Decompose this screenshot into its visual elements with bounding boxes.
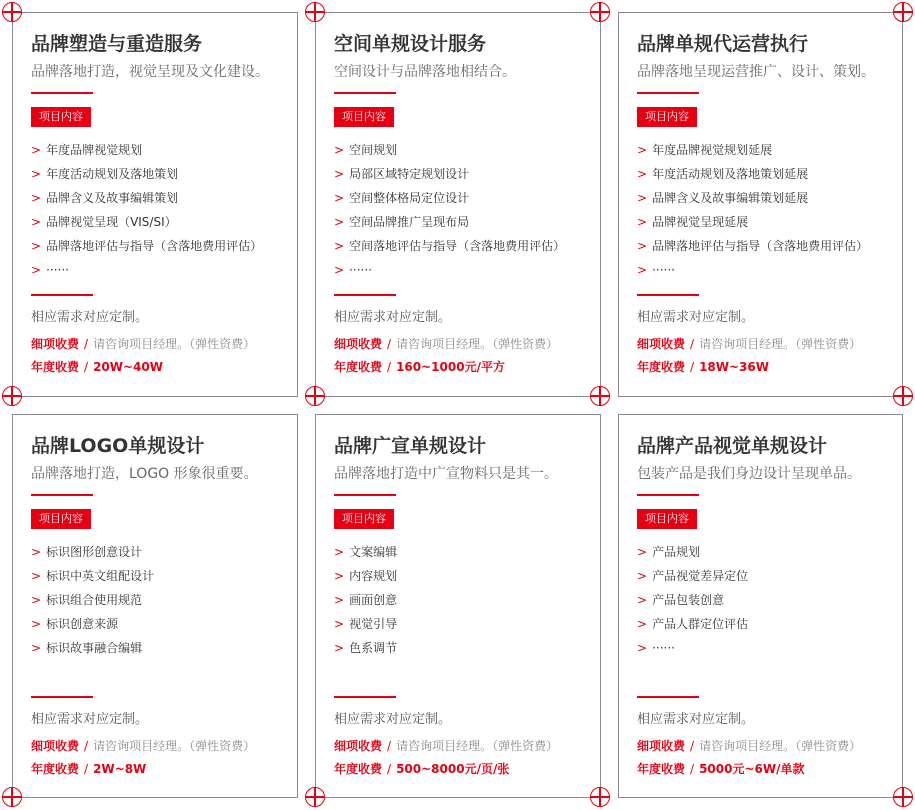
project-item <box>334 258 590 282</box>
project-item-label: 空间落地评估与指导（含落地费用评估） <box>349 239 566 253</box>
project-item-list <box>334 138 590 278</box>
red-divider <box>334 494 396 496</box>
project-item-label: 年度品牌视觉规划 <box>46 143 143 157</box>
red-divider <box>637 494 699 496</box>
detail-fee-label: 细项收费 <box>31 337 80 351</box>
service-card <box>315 414 601 798</box>
custom-note: 相应需求对应定制。 <box>637 712 755 727</box>
project-item-label: 品牌落地评估与指导（含落地费用评估） <box>46 239 263 253</box>
card-title: 品牌广宣单规设计 <box>334 435 487 457</box>
project-item <box>31 636 287 660</box>
corner-crosshair-icon <box>590 386 610 406</box>
detail-fee-label: 细项收费 <box>637 739 686 753</box>
project-item <box>637 258 892 282</box>
project-item-label: ······ <box>46 263 69 277</box>
annual-fee-label: 年度收费 <box>334 762 383 776</box>
chevron-right-icon: > <box>637 593 648 607</box>
red-divider <box>31 92 93 94</box>
detail-fee-value: 请咨询项目经理。（弹性资费） <box>699 337 862 351</box>
annual-fee-label: 年度收费 <box>334 360 383 374</box>
project-item <box>637 612 892 636</box>
service-card <box>12 12 298 397</box>
project-item-label: 品牌含义及故事编辑策划延展 <box>652 191 809 205</box>
slash-separator: / <box>690 337 695 351</box>
project-content-tag: 项目内容 <box>31 107 91 127</box>
project-item <box>31 258 287 282</box>
project-item-label: ······ <box>652 263 675 277</box>
project-item <box>334 588 590 612</box>
service-card <box>315 12 601 397</box>
chevron-right-icon: > <box>637 545 648 559</box>
project-item <box>637 162 892 186</box>
chevron-right-icon: > <box>31 215 42 229</box>
project-item-list <box>31 540 287 680</box>
corner-crosshair-icon <box>590 787 610 807</box>
card-subtitle: 品牌落地打造，视觉呈现及文化建设。 <box>31 64 269 80</box>
card-subtitle: 品牌落地打造，LOGO 形象很重要。 <box>31 466 258 482</box>
chevron-right-icon: > <box>334 143 345 157</box>
chevron-right-icon: > <box>334 215 345 229</box>
slash-separator: / <box>387 360 392 374</box>
chevron-right-icon: > <box>334 545 345 559</box>
project-item-label: 年度活动规划及落地策划延展 <box>652 167 809 181</box>
project-item <box>31 138 287 162</box>
slash-separator: / <box>84 739 89 753</box>
project-item <box>334 162 590 186</box>
slash-separator: / <box>84 762 89 776</box>
project-item <box>637 588 892 612</box>
project-item <box>334 138 590 162</box>
project-item-label: ······ <box>349 263 372 277</box>
project-item-label: 品牌含义及故事编辑策划 <box>46 191 179 205</box>
project-item-label: 标识创意来源 <box>46 617 119 631</box>
card-content <box>31 433 287 787</box>
project-item <box>334 540 590 564</box>
red-divider <box>334 294 396 296</box>
chevron-right-icon: > <box>637 263 648 277</box>
project-content-tag: 项目内容 <box>31 509 91 529</box>
annual-fee-row <box>31 758 287 780</box>
red-divider <box>637 92 699 94</box>
slash-separator: / <box>84 360 89 374</box>
slash-separator: / <box>690 762 695 776</box>
project-item-label: 标识组合使用规范 <box>46 593 143 607</box>
project-content-tag: 项目内容 <box>637 107 697 127</box>
annual-fee-label: 年度收费 <box>637 360 686 374</box>
slash-separator: / <box>84 337 89 351</box>
corner-crosshair-icon <box>305 386 325 406</box>
project-item-label: 产品包装创意 <box>652 593 725 607</box>
detail-fee-value: 请咨询项目经理。（弹性资费） <box>396 739 559 753</box>
project-content-tag: 项目内容 <box>334 107 394 127</box>
red-divider <box>31 494 93 496</box>
custom-note: 相应需求对应定制。 <box>31 310 149 325</box>
annual-fee-label: 年度收费 <box>637 762 686 776</box>
chevron-right-icon: > <box>334 593 345 607</box>
project-item-label: 年度活动规划及落地策划 <box>46 167 179 181</box>
chevron-right-icon: > <box>334 263 345 277</box>
project-item <box>334 612 590 636</box>
project-item-list <box>637 138 892 278</box>
red-divider <box>637 294 699 296</box>
project-item-label: 画面创意 <box>349 593 398 607</box>
custom-note: 相应需求对应定制。 <box>637 310 755 325</box>
annual-fee-value: 20W~40W <box>93 360 163 374</box>
chevron-right-icon: > <box>334 191 345 205</box>
project-item-label: 色系调节 <box>349 641 398 655</box>
annual-fee-row <box>637 356 892 378</box>
custom-note: 相应需求对应定制。 <box>31 712 149 727</box>
detail-fee-row <box>31 735 287 757</box>
slash-separator: / <box>387 739 392 753</box>
annual-fee-label: 年度收费 <box>31 762 80 776</box>
corner-crosshair-icon <box>2 386 22 406</box>
project-item-list <box>334 540 590 680</box>
project-item <box>637 138 892 162</box>
chevron-right-icon: > <box>637 215 648 229</box>
project-item-label: 标识图形创意设计 <box>46 545 143 559</box>
project-item-label: 视觉引导 <box>349 617 398 631</box>
project-item-label: ······ <box>652 641 675 655</box>
service-card <box>618 414 903 798</box>
card-content <box>334 433 590 787</box>
project-item <box>31 234 287 258</box>
corner-crosshair-icon <box>305 2 325 22</box>
project-item-label: 局部区域特定规划设计 <box>349 167 470 181</box>
annual-fee-row <box>31 356 287 378</box>
detail-fee-value: 请咨询项目经理。（弹性资费） <box>93 739 256 753</box>
project-item-label: 产品人群定位评估 <box>652 617 749 631</box>
project-item-label: 空间整体格局定位设计 <box>349 191 470 205</box>
annual-fee-row <box>334 758 590 780</box>
project-item <box>31 186 287 210</box>
annual-fee-value: 500~8000元/页/张 <box>396 762 510 776</box>
detail-fee-row <box>31 333 287 355</box>
project-content-tag: 项目内容 <box>334 509 394 529</box>
annual-fee-label: 年度收费 <box>31 360 80 374</box>
slash-separator: / <box>690 739 695 753</box>
project-item <box>637 540 892 564</box>
detail-fee-label: 细项收费 <box>334 739 383 753</box>
chevron-right-icon: > <box>31 545 42 559</box>
chevron-right-icon: > <box>31 167 42 181</box>
slash-separator: / <box>387 337 392 351</box>
card-title: 空间单规设计服务 <box>334 33 487 55</box>
project-item <box>31 162 287 186</box>
project-content-tag: 项目内容 <box>637 509 697 529</box>
red-divider <box>334 92 396 94</box>
project-item-label: 空间规划 <box>349 143 398 157</box>
project-item <box>334 210 590 234</box>
project-item-list <box>637 540 892 680</box>
project-item <box>637 636 892 660</box>
project-item-label: 标识中英文组配设计 <box>46 569 155 583</box>
red-divider <box>31 696 93 698</box>
project-item <box>334 186 590 210</box>
detail-fee-row <box>334 735 590 757</box>
project-item-list <box>31 138 287 278</box>
chevron-right-icon: > <box>637 143 648 157</box>
project-item <box>637 210 892 234</box>
card-subtitle: 包装产品是我们身边设计呈现单品。 <box>637 466 861 482</box>
project-item-label: 产品视觉差异定位 <box>652 569 749 583</box>
project-item <box>334 636 590 660</box>
detail-fee-row <box>637 333 892 355</box>
chevron-right-icon: > <box>31 263 42 277</box>
chevron-right-icon: > <box>31 593 42 607</box>
detail-fee-label: 细项收费 <box>637 337 686 351</box>
corner-crosshair-icon <box>2 787 22 807</box>
project-item <box>31 210 287 234</box>
service-card <box>12 414 298 798</box>
chevron-right-icon: > <box>31 641 42 655</box>
detail-fee-label: 细项收费 <box>334 337 383 351</box>
project-item-label: 年度品牌视觉规划延展 <box>652 143 773 157</box>
chevron-right-icon: > <box>334 641 345 655</box>
project-item <box>637 564 892 588</box>
chevron-right-icon: > <box>637 641 648 655</box>
card-subtitle: 品牌落地打造中广宣物料只是其一。 <box>334 466 558 482</box>
project-item <box>31 540 287 564</box>
project-item-label: 标识故事融合编辑 <box>46 641 143 655</box>
red-divider <box>334 696 396 698</box>
card-title: 品牌LOGO单规设计 <box>31 435 205 457</box>
chevron-right-icon: > <box>31 569 42 583</box>
card-title: 品牌单规代运营执行 <box>637 33 809 55</box>
corner-crosshair-icon <box>590 2 610 22</box>
custom-note: 相应需求对应定制。 <box>334 310 452 325</box>
chevron-right-icon: > <box>334 569 345 583</box>
project-item <box>31 612 287 636</box>
project-item-label: 文案编辑 <box>349 545 398 559</box>
chevron-right-icon: > <box>637 239 648 253</box>
project-item <box>334 564 590 588</box>
card-content <box>637 433 892 787</box>
project-item <box>31 588 287 612</box>
annual-fee-value: 18W~36W <box>699 360 769 374</box>
annual-fee-value: 160~1000元/平方 <box>396 360 505 374</box>
project-item <box>31 564 287 588</box>
detail-fee-row <box>637 735 892 757</box>
project-item-label: 品牌视觉呈现（VIS/SI） <box>46 215 177 229</box>
red-divider <box>31 294 93 296</box>
annual-fee-value: 5000元~6W/单款 <box>699 762 805 776</box>
project-item-label: 内容规划 <box>349 569 398 583</box>
slash-separator: / <box>690 360 695 374</box>
detail-fee-row <box>334 333 590 355</box>
corner-crosshair-icon <box>893 386 913 406</box>
chevron-right-icon: > <box>31 191 42 205</box>
corner-crosshair-icon <box>893 2 913 22</box>
project-item-label: 产品规划 <box>652 545 701 559</box>
annual-fee-value: 2W~8W <box>93 762 147 776</box>
project-item-label: 品牌落地评估与指导（含落地费用评估） <box>652 239 869 253</box>
card-subtitle: 品牌落地呈现运营推广、设计、策划。 <box>637 64 875 80</box>
chevron-right-icon: > <box>637 191 648 205</box>
chevron-right-icon: > <box>637 569 648 583</box>
custom-note: 相应需求对应定制。 <box>334 712 452 727</box>
annual-fee-row <box>637 758 892 780</box>
detail-fee-label: 细项收费 <box>31 739 80 753</box>
corner-crosshair-icon <box>305 787 325 807</box>
project-item <box>637 234 892 258</box>
chevron-right-icon: > <box>334 617 345 631</box>
detail-fee-value: 请咨询项目经理。（弹性资费） <box>396 337 559 351</box>
card-title: 品牌产品视觉单规设计 <box>637 435 828 457</box>
card-title: 品牌塑造与重造服务 <box>31 33 203 55</box>
corner-crosshair-icon <box>2 2 22 22</box>
project-item <box>637 186 892 210</box>
red-divider <box>637 696 699 698</box>
chevron-right-icon: > <box>31 617 42 631</box>
card-content <box>334 31 590 386</box>
annual-fee-row <box>334 356 590 378</box>
detail-fee-value: 请咨询项目经理。（弹性资费） <box>699 739 862 753</box>
card-subtitle: 空间设计与品牌落地相结合。 <box>334 64 516 80</box>
project-item <box>334 234 590 258</box>
card-content <box>31 31 287 386</box>
chevron-right-icon: > <box>637 617 648 631</box>
chevron-right-icon: > <box>334 239 345 253</box>
corner-crosshair-icon <box>893 787 913 807</box>
chevron-right-icon: > <box>31 239 42 253</box>
chevron-right-icon: > <box>637 167 648 181</box>
chevron-right-icon: > <box>334 167 345 181</box>
slash-separator: / <box>387 762 392 776</box>
project-item-label: 空间品牌推广呈现布局 <box>349 215 470 229</box>
chevron-right-icon: > <box>31 143 42 157</box>
detail-fee-value: 请咨询项目经理。（弹性资费） <box>93 337 256 351</box>
service-card <box>618 12 903 397</box>
project-item-label: 品牌视觉呈现延展 <box>652 215 749 229</box>
card-content <box>637 31 892 386</box>
